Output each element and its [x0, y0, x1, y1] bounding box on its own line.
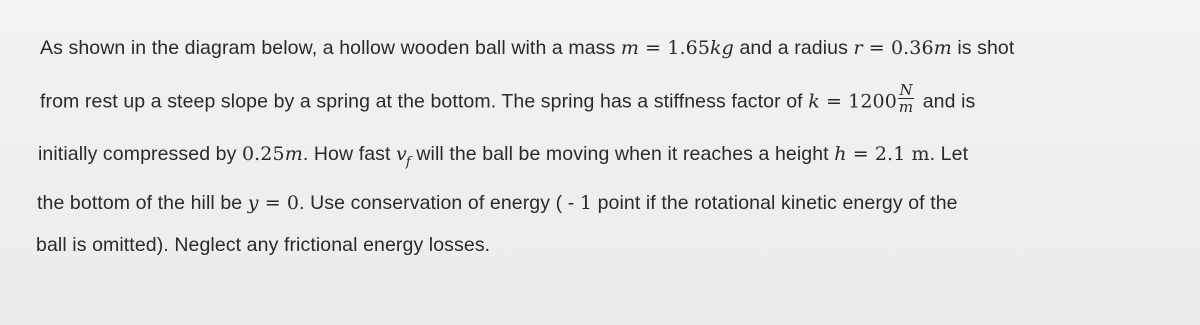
- text-segment: and a radius: [733, 37, 854, 59]
- text-segment: and is: [917, 90, 976, 113]
- mass-unit: kg: [710, 37, 734, 59]
- text-segment: is shot: [951, 37, 1015, 59]
- text-segment: initially compressed by: [38, 143, 242, 165]
- velocity-variable: v: [396, 143, 407, 165]
- text-segment: As shown in the diagram below, a hollow wooden ball with a mass: [40, 37, 621, 59]
- text-segment: from rest up a steep slope by a spring at the bottom. The spring has a stiffness factor of: [40, 90, 809, 113]
- height-value: = 2.1 m: [846, 143, 930, 165]
- problem-line-5: [36, 233, 490, 257]
- penalty-points: 1: [579, 192, 593, 214]
- velocity-subscript: f: [405, 155, 411, 170]
- problem-line-1: [40, 36, 1014, 60]
- fraction-denominator: m: [898, 98, 914, 116]
- stiffness-unit-fraction: [898, 82, 914, 115]
- y-value: = 0: [258, 192, 300, 214]
- problem-line-2: [40, 81, 976, 119]
- text-segment: will the ball be moving when it reaches a height: [410, 143, 835, 165]
- mass-value: = 1.65: [639, 37, 711, 59]
- compression-unit: m: [284, 143, 303, 165]
- stiffness-value: = 1200: [819, 90, 897, 113]
- radius-unit: m: [933, 37, 952, 59]
- radius-value: = 0.36: [862, 37, 934, 59]
- y-variable: y: [247, 192, 259, 214]
- fraction-numerator: N: [899, 81, 913, 99]
- compression-value: 0.25: [241, 143, 285, 165]
- text-segment: . Use conservation of energy ( -: [299, 192, 580, 214]
- text-segment: the bottom of the hill be: [37, 192, 248, 214]
- final-velocity-symbol: [396, 143, 411, 170]
- text-segment: . Let: [929, 143, 969, 165]
- problem-line-4: [37, 191, 958, 215]
- radius-variable: r: [853, 37, 863, 59]
- height-variable: h: [834, 143, 847, 165]
- text-segment: . How fast: [302, 143, 397, 165]
- problem-line-3: [38, 142, 968, 169]
- mass-variable: m: [620, 37, 640, 59]
- stiffness-variable: k: [808, 90, 820, 113]
- text-segment: point if the rotational kinetic energy of the: [592, 192, 958, 214]
- text-segment: ball is omitted). Neglect any frictional energy losses.: [36, 234, 491, 256]
